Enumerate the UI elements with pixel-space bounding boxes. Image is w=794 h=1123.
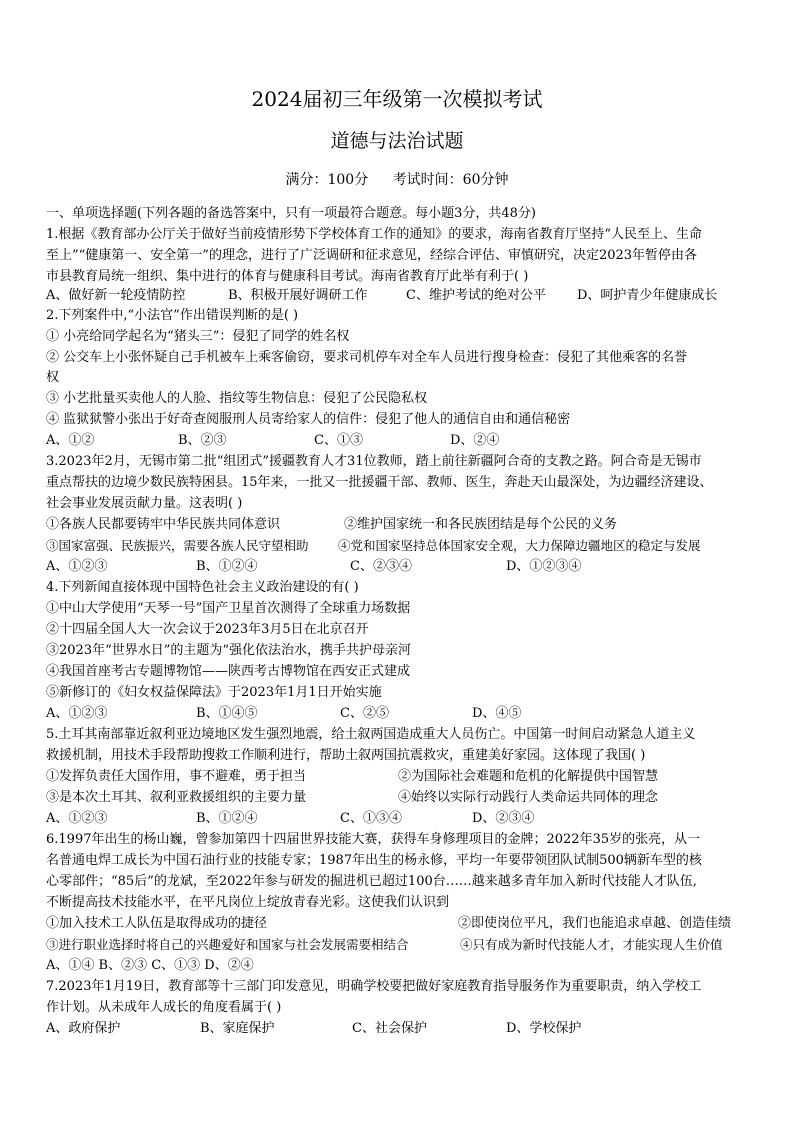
q1-stem-line2: 至上”“健康第一、安全第一”的理念，进行了广泛调研和征求意见，经综合评估、审慎研究，决定2023年暂停由各 [46, 248, 698, 263]
q4-statement-3: ③2023年“世界水日”的主题为“强化依法治水，携手共护母亲河 [46, 643, 412, 658]
q2-statement-2-cont: 权 [46, 370, 60, 385]
q2-statement-3: ③ 小艺批量买卖他人的人脸、指纹等生物信息：侵犯了公民隐私权 [46, 391, 428, 406]
q7-stem-line1: 7.2023年1月19日，教育部等十三部门印发意见，明确学校要把做好家庭教育指导服务作为重要职责，纳入学校工 [46, 979, 702, 994]
q3-statement-4: ④党和国家坚持总体国家安全观，大力保障边疆地区的稳定与发展 [338, 538, 701, 553]
q5-stem-line1: 5.土耳其南部靠近叙利亚边境地区发生强烈地震，给土叙两国造成重大人员伤亡。中国第一时间启动紧急人道主义 [46, 727, 696, 742]
subject-title: 道德与法治试题 [330, 130, 464, 152]
full-score: 满分：100分 [285, 172, 369, 188]
q6-stem-line2: 名普通电焊工成长为中国石油行业的技能专家；1987年出生的杨永修，平均一年要带领团队试制500辆新车型的核 [46, 853, 702, 868]
q5-statement-1: ①发挥负责任大国作用，事不避难，勇于担当 [46, 769, 307, 784]
q6-statement-1: ①加入技术工人队伍是取得成功的捷径 [46, 916, 268, 931]
q3-stem-line1: 3.2023年2月，无锡市第二批“组团式”援疆教育人才31位教师，踏上前往新疆阿合奇的支教之路。阿合奇是无锡市 [46, 454, 702, 469]
q1-stem-line3: 市县教育局统一组织、集中进行的体育与健康科目考试。海南省教育厅此举有利于( ) [46, 269, 529, 284]
q5-option-d: D、②③④ [472, 811, 535, 826]
q1-option-d: D、呵护青少年健康成长 [577, 288, 718, 303]
q4-statement-4: ④我国首座考古专题博物馆——陕西考古博物馆在西安正式建成 [46, 664, 411, 679]
q5-option-b: B、①②④ [196, 811, 258, 826]
q4-option-d: D、④⑤ [472, 706, 522, 721]
q4-statement-5: ⑤新修订的《妇女权益保障法》于2023年1月1日开始实施 [46, 685, 382, 700]
q2-statement-2: ② 公交车上小张怀疑自己手机被车上乘客偷窃，要求司机停车对全车人员进行搜身检查：侵犯了其他乘客的名誉 [46, 350, 688, 365]
q3-stem-line2: 重点帮扶的边境少数民族特困县。15年来，一批又一批援疆干部、教师、医生，奔赴天山最深处，为边疆经济建设、 [46, 475, 713, 490]
q2-option-b: B、②③ [178, 433, 227, 448]
q5-option-c: C、①③④ [340, 811, 402, 826]
q1-option-c: C、维护考试的绝对公平 [406, 288, 546, 303]
q3-stem-line3: 社会事业发展贡献力量。这表明( ) [46, 496, 243, 511]
q4-stem: 4.下列新闻直接体现中国特色社会主义政治建设的有( ) [46, 580, 359, 595]
q1-stem-line1: 1.根据《教育部办公厅关于做好当前疫情形势下学校体育工作的通知》的要求，海南省教育厅坚持“人民至上、生命 [46, 227, 703, 242]
q3-option-c: C、②③④ [350, 559, 412, 574]
q3-option-a: A、①②③ [46, 559, 108, 574]
q4-statement-1: ①中山大学使用“天琴一号”国产卫星首次测得了全球重力场数据 [46, 601, 411, 616]
q3-option-d: D、①②③④ [506, 559, 582, 574]
q4-option-a: A、①②③ [46, 706, 108, 721]
q2-statement-4: ④ 监狱狱警小张出于好奇查阅服刑人员寄给家人的信件：侵犯了他人的通信自由和通信秘密 [46, 412, 571, 427]
q1-option-a: A、做好新一轮疫情防控 [46, 288, 186, 303]
q6-stem-line4: 不断提高技术技能水平，在平凡岗位上绽放青春光彩。这使我们认识到 [46, 895, 450, 910]
q2-option-d: D、②④ [450, 433, 500, 448]
q5-option-a: A、①②③ [46, 811, 108, 826]
q2-option-c: C、①③ [314, 433, 363, 448]
exam-meta [0, 170, 794, 190]
q7-stem-line2: 作计划。从未成年人成长的角度看属于( ) [46, 1000, 282, 1015]
q3-statement-2: ②维护国家统一和各民族团结是每个公民的义务 [344, 517, 618, 532]
q6-statement-4: ④只有成为新时代技能人才，才能实现人生价值 [460, 937, 723, 952]
q5-statement-2: ②为国际社会难题和危机的化解提供中国智慧 [398, 769, 659, 784]
q6-statement-2: ②即使岗位平凡，我们也能追求卓越、创造佳绩 [458, 916, 732, 931]
q2-option-a: A、①② [46, 433, 95, 448]
section-heading: 一、单项选择题(下列各题的备选答案中，只有一项最符合题意。每小题3分，共48分) [46, 206, 536, 221]
q3-option-b: B、①②④ [196, 559, 258, 574]
q2-statement-1: ① 小亮给同学起名为“猪头三”：侵犯了同学的姓名权 [46, 329, 350, 344]
q6-stem-line3: 心零部件；“85后”的龙斌，至2022年参与研发的掘进机已超过100台……越来越多青年加入新时代技能人才队伍, [46, 874, 697, 889]
q3-statement-1: ①各族人民都要铸牢中华民族共同体意识 [46, 517, 281, 532]
q5-statement-3: ③是本次土耳其、叙利亚救援组织的主要力量 [46, 790, 307, 805]
q5-statement-4: ④始终以实际行动践行人类命运共同体的理念 [398, 790, 659, 805]
q4-option-b: B、①④⑤ [196, 706, 258, 721]
q7-option-d: D、学校保护 [506, 1021, 582, 1036]
q3-statement-3: ③国家富强、民族振兴，需要各族人民守望相助 [46, 538, 309, 553]
q7-option-c: C、社会保护 [352, 1021, 427, 1036]
q2-stem: 2.下列案件中,“小法官”作出错误判断的是( ) [46, 308, 299, 323]
q7-option-a: A、政府保护 [46, 1021, 121, 1036]
q5-stem-line2: 救援机制，用技术手段帮助搜救工作顺利进行，帮助土叙两国抗震救灾，重建美好家园。这体现了我国( ) [46, 748, 646, 763]
q4-option-c: C、②⑤ [340, 706, 389, 721]
q6-statement-3: ③进行职业选择时将自己的兴趣爱好和国家与社会发展需要相结合 [46, 937, 409, 952]
q6-options: A、①④ B、②③ C、①③ D、②④ [46, 958, 254, 973]
exam-time: 考试时间：60分钟 [392, 172, 509, 188]
q1-option-b: B、积极开展好调研工作 [228, 288, 368, 303]
q7-option-b: B、家庭保护 [200, 1021, 275, 1036]
exam-title: 2024届初三年级第一次模拟考试 [251, 87, 543, 111]
q4-statement-2: ②十四届全国人大一次会议于2023年3月5日在北京召开 [46, 622, 369, 637]
q6-stem-line1: 6.1997年出生的杨山巍，曾参加第四十四届世界技能大赛，获得车身修理项目的金牌；2022年35岁的张亮，从一 [46, 832, 701, 847]
